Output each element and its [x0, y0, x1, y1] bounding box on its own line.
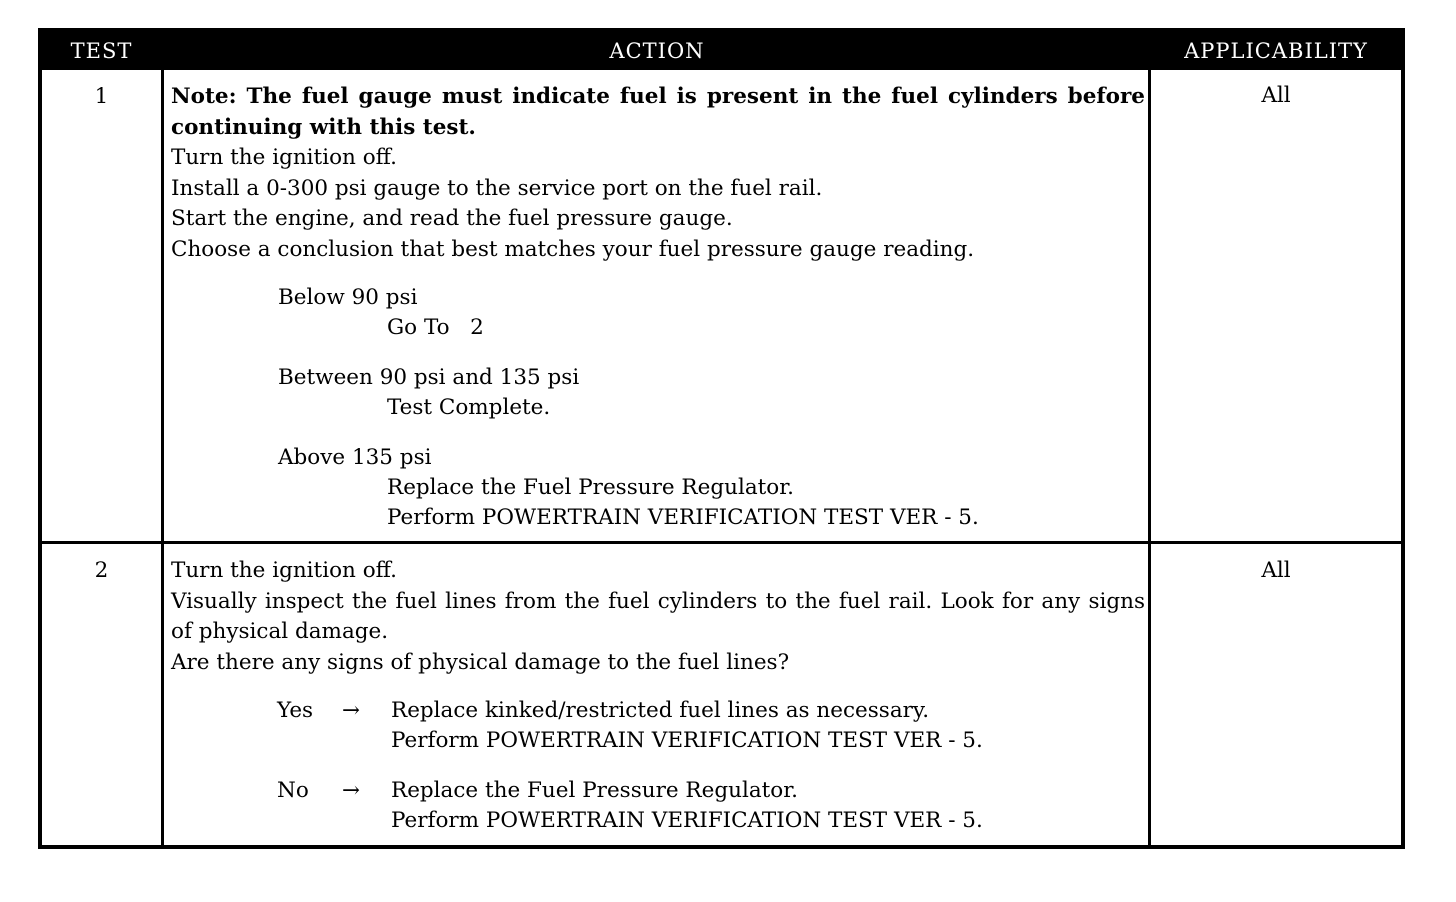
step-1-2: Install a 0-300 psi gauge to the service port on the fuel rail. — [171, 175, 823, 201]
applicability-1: All — [1261, 83, 1291, 108]
outcome-condition-above: Above 135 psi — [278, 445, 432, 470]
outcome-action-goto: Go To 2 — [387, 315, 484, 340]
test-number-2: 2 — [94, 558, 109, 583]
outcome-condition-below: Below 90 psi — [278, 285, 418, 310]
diagnostic-table — [38, 28, 1405, 849]
step-2-2: Visually inspect the fuel lines from the fuel cylinders to the fuel rail. Look for any signs of physical damage. — [171, 588, 1145, 644]
outcome-action-verify: Perform POWERTRAIN VERIFICATION TEST VER - 5. — [387, 505, 979, 530]
header-applicability: APPLICABILITY — [1184, 39, 1368, 63]
step-1-3: Start the engine, and read the fuel pressure gauge. — [171, 206, 733, 231]
applicability-2: All — [1261, 558, 1291, 583]
answer-yes: Yes — [277, 698, 314, 723]
row-divider — [42, 541, 1401, 544]
yes-action-replace: Replace kinked/restricted fuel lines as necessary. — [391, 698, 930, 723]
arrow-right-icon: → — [342, 778, 361, 803]
no-action-verify: Perform POWERTRAIN VERIFICATION TEST VER - 5. — [391, 808, 983, 833]
test-number-1: 1 — [94, 84, 109, 109]
header-test: TEST — [70, 39, 133, 63]
column-divider-test — [161, 70, 164, 845]
column-divider-action — [1148, 70, 1151, 845]
outcome-condition-between: Between 90 psi and 135 psi — [278, 365, 580, 390]
arrow-right-icon: → — [342, 698, 361, 723]
no-action-replace: Replace the Fuel Pressure Regulator. — [391, 778, 798, 803]
step-1-1: Turn the ignition off. — [171, 145, 397, 170]
outcome-action-complete: Test Complete. — [387, 395, 551, 420]
note-text: Note: The fuel gauge must indicate fuel is present in the fuel cylinders before continuing with this test. — [171, 84, 1145, 140]
yes-action-verify: Perform POWERTRAIN VERIFICATION TEST VER - 5. — [391, 728, 983, 753]
step-2-1: Turn the ignition off. — [171, 558, 397, 583]
step-1-4: Choose a conclusion that best matches your fuel pressure gauge reading. — [171, 236, 975, 262]
header-action: ACTION — [609, 39, 705, 63]
table-header — [42, 32, 1401, 70]
answer-no: No — [277, 778, 309, 803]
outcome-action-replace: Replace the Fuel Pressure Regulator. — [387, 475, 794, 500]
step-2-3: Are there any signs of physical damage to the fuel lines? — [171, 649, 790, 675]
